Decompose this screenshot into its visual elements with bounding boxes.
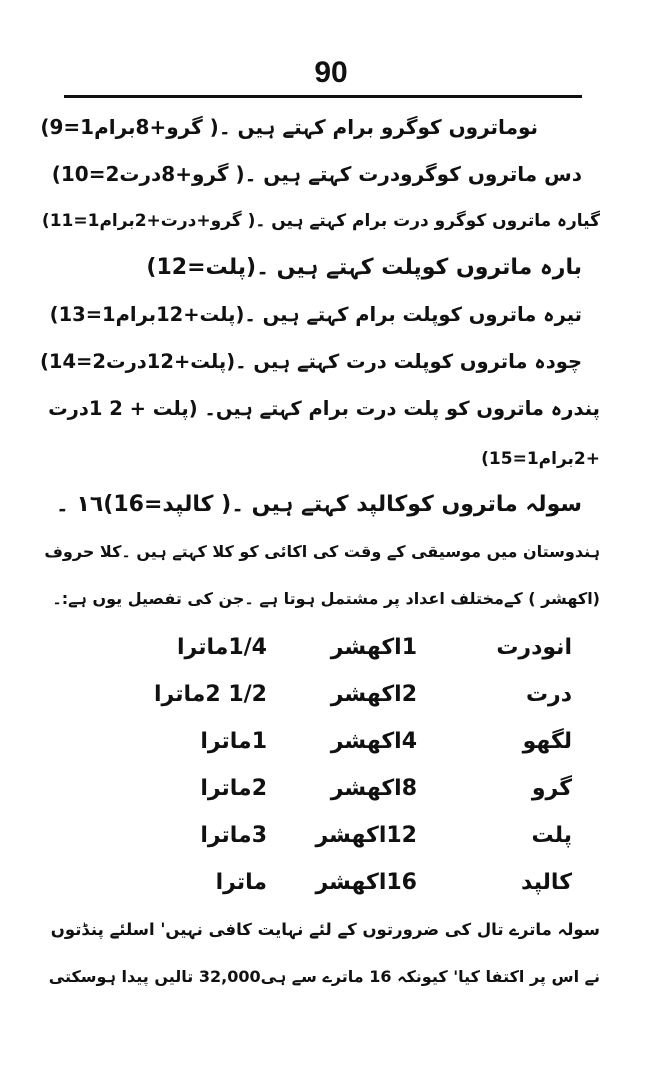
unit-khshr: 2اکھشر [330,682,417,707]
text-line: نے اس پر اکتفا کیا' کیونکہ 16 ماترے سے ہی32,000 تالیں پیدا ہوسکتی [48,967,600,986]
text-line: بارہ ماتروں کوپلت کہتے ہیں ۔(پلت=12) [146,255,582,280]
unit-name: درت [525,682,572,707]
text-line: +2برام1=15) [481,449,600,469]
text-line: سولہ ماترے تال کی ضرورتوں کے لئے نہایت کافی نہیں' اسلئے پنڈتوں [50,920,600,939]
header-rule [64,95,582,98]
unit-name: گرو [531,776,572,801]
unit-khshr: 16اکھشر [315,870,417,895]
text-line: دس ماتروں کوگرودرت کہتے ہیں ۔( گرو+8درت2=10) [51,162,582,186]
unit-name: کالپد [520,870,572,895]
unit-khshr: 4اکھشر [330,729,417,754]
unit-matra: ماترا [215,870,267,895]
text-line: چودہ ماتروں کوپلت درت کہتے ہیں ۔(پلت+12درت2=14) [39,350,582,373]
unit-matra: 1/2 2ماترا [153,682,267,707]
unit-name: انودرت [496,635,572,660]
text-line: نوماتروں کوگرو برام کہتے ہیں ۔( گرو+8برام1=9) [40,115,538,139]
text-line: گیارہ ماتروں کوگرو درت برام کہتے ہیں ۔( گرو+درت+2برام1=11) [41,211,600,231]
page-number: 90 [314,56,348,89]
unit-matra: 2ماترا [200,776,267,801]
unit-khshr: 8اکھشر [330,776,417,801]
unit-matra: 1/4ماترا [176,635,267,660]
text-line: پندرہ ماتروں کو پلت درت برام کہتے ہیں۔ (پلت + 2 1درت [48,397,600,420]
text-line: سولہ ماتروں کوکالپد کہتے ہیں ۔( کالپد=16)١٦ ۔ [55,492,582,517]
text-line: تیرہ ماتروں کوپلت برام کہتے ہیں ۔(پلت+12برام1=13) [49,303,582,326]
unit-khshr: 1اکھشر [330,635,417,660]
unit-name: پلت [531,823,572,848]
unit-matra: 1ماترا [200,729,267,754]
text-line: ہندوستان میں موسیقی کے وقت کی اکائی کو کلا کہتے ہیں ۔کلا حروف [44,542,600,561]
unit-name: لگھو [522,729,572,754]
unit-khshr: 12اکھشر [315,823,417,848]
unit-matra: 3ماترا [200,823,267,848]
text-line: (اکھشر ) کےمختلف اعداد پر مشتمل ہوتا ہے ۔جن کی تفصیل یوں ہے:۔ [52,589,600,608]
